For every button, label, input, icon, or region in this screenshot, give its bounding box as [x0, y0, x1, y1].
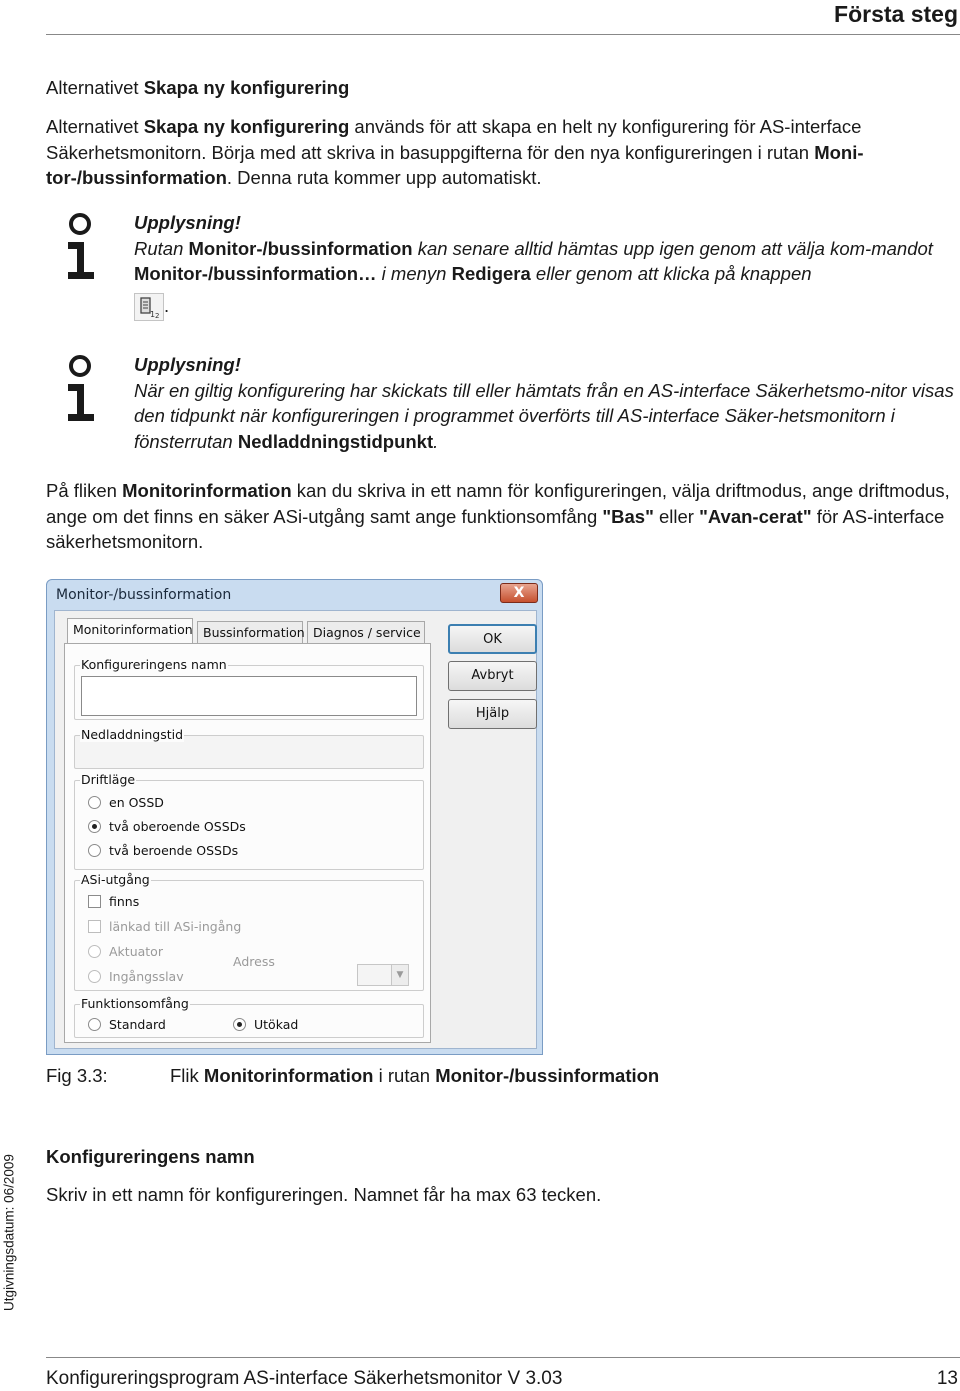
section-2-text: Skriv in ett namn för konfigureringen. Namnet får ha max 63 tecken.	[46, 1184, 602, 1205]
group-label-operating-mode: Driftläge	[81, 772, 136, 787]
note-1-button-line: 1 2 .	[134, 293, 169, 321]
group-label-function-scope: Funktionsomfång	[81, 996, 189, 1011]
tab-monitorinformation[interactable]: Monitorinformation	[67, 618, 193, 644]
radio-icon	[88, 796, 101, 809]
asi-radio-ingangsslav[interactable]: Ingångsslav	[88, 969, 184, 984]
mode-radio-beroende[interactable]: två beroende OSSDs	[88, 843, 238, 858]
tab-bussinformation[interactable]: Bussinformation	[197, 621, 303, 643]
tab-panel	[64, 643, 431, 1043]
radio-icon	[88, 945, 101, 958]
note-2-text: När en giltig konfigurering har skickats till eller hämtats från en AS-interface Säkerhetsmo-nitor visas den tidpunkt när konfigureringen i programmet överförts till AS-interface Säker-hetsmonitorn i fönsterrutan Nedladdningstidpunkt.	[134, 379, 954, 452]
group-label-download-time: Nedladdningstid	[81, 727, 184, 742]
intro-paragraph: Alternativet Skapa ny konfigurering används för att skapa en helt ny konfigurering för AS-interface Säkerhetsmonitorn. Börja med att skriva in basuppgifterna för den nya konfigureringen i rutan Moni-tor-/bussinformation. Denna ruta kommer upp automatiskt.	[46, 116, 864, 189]
header-divider	[46, 34, 960, 35]
dropdown-arrow-icon: ▼	[391, 965, 408, 985]
dialog-title: Monitor-/bussinformation	[56, 587, 232, 603]
scope-radio-standard[interactable]: Standard	[88, 1017, 166, 1032]
group-label-config-name: Konfigureringens namn	[81, 657, 227, 672]
note-1-text: Rutan Monitor-/bussinformation kan senare alltid hämtas upp igen genom att välja kom-mandot Monitor-/bussinformation… i menyn Redigera eller genom att klicka på knappen	[134, 237, 933, 285]
info-icon	[64, 354, 104, 424]
ok-button[interactable]: OK	[448, 624, 537, 654]
monitor-bus-dialog	[46, 579, 543, 1055]
group-download-time	[74, 727, 424, 769]
close-icon[interactable]: X	[500, 583, 538, 603]
asi-checkbox-finns[interactable]: finns	[88, 894, 139, 909]
issue-date: Utgivningsdatum: 06/2009	[1, 1154, 17, 1311]
address-select[interactable]	[357, 964, 409, 986]
footer-divider	[46, 1357, 960, 1358]
group-config-name	[74, 657, 424, 720]
group-function-scope	[74, 996, 424, 1038]
tab-diagnos-service[interactable]: Diagnos / service	[307, 621, 425, 643]
mode-radio-en-ossd[interactable]: en OSSD	[88, 795, 164, 810]
radio-icon	[88, 820, 101, 833]
page-header-title: Första steg	[834, 1, 958, 27]
group-operating-mode	[74, 772, 424, 870]
cancel-button[interactable]: Avbryt	[448, 661, 537, 691]
radio-icon	[88, 970, 101, 983]
note-2-title: Upplysning!	[134, 354, 241, 375]
asi-checkbox-linked[interactable]: länkad till ASi-ingång	[88, 919, 241, 934]
checkbox-icon	[88, 920, 101, 933]
address-label: Adress	[233, 954, 275, 969]
config-name-input[interactable]	[81, 676, 417, 716]
note-1	[134, 210, 960, 287]
footer-title: Konfigureringsprogram AS-interface Säkerhetsmonitor V 3.03	[46, 1368, 563, 1389]
checkbox-icon	[88, 895, 101, 908]
figure-caption: Flik Monitorinformation i rutan Monitor-/bussinformation	[170, 1065, 660, 1086]
section-2-heading: Konfigureringens namn	[46, 1146, 255, 1167]
scope-radio-utokad[interactable]: Utökad	[233, 1017, 298, 1032]
svg-text:2: 2	[155, 312, 160, 320]
monitor-info-paragraph: På fliken Monitorinformation kan du skriva in ett namn för konfigureringen, välja driftmodus, ange driftmodus, ange om det finns en säker ASi-utgång samt ange funktionsomfång "Bas" eller "Avan-cerat" för AS-interface säkerhetsmonitorn.	[46, 480, 950, 553]
svg-text:1: 1	[150, 310, 156, 319]
mode-radio-oberoende[interactable]: två oberoende OSSDs	[88, 819, 246, 834]
radio-icon	[233, 1018, 246, 1031]
radio-icon	[88, 1018, 101, 1031]
note-1-title: Upplysning!	[134, 212, 241, 233]
monitor-bus-toolbar-icon[interactable]	[134, 293, 164, 321]
page-number: 13	[936, 1368, 958, 1389]
help-button[interactable]: Hjälp	[448, 699, 537, 729]
group-label-asi-output: ASi-utgång	[81, 872, 150, 887]
asi-radio-aktuator[interactable]: Aktuator	[88, 944, 163, 959]
dialog-client-area	[54, 610, 537, 1049]
section-heading: Alternativet Skapa ny konfigurering	[46, 77, 350, 98]
note-2	[134, 352, 960, 454]
figure-number: Fig 3.3:	[46, 1065, 108, 1086]
info-icon	[64, 212, 104, 282]
radio-icon	[88, 844, 101, 857]
